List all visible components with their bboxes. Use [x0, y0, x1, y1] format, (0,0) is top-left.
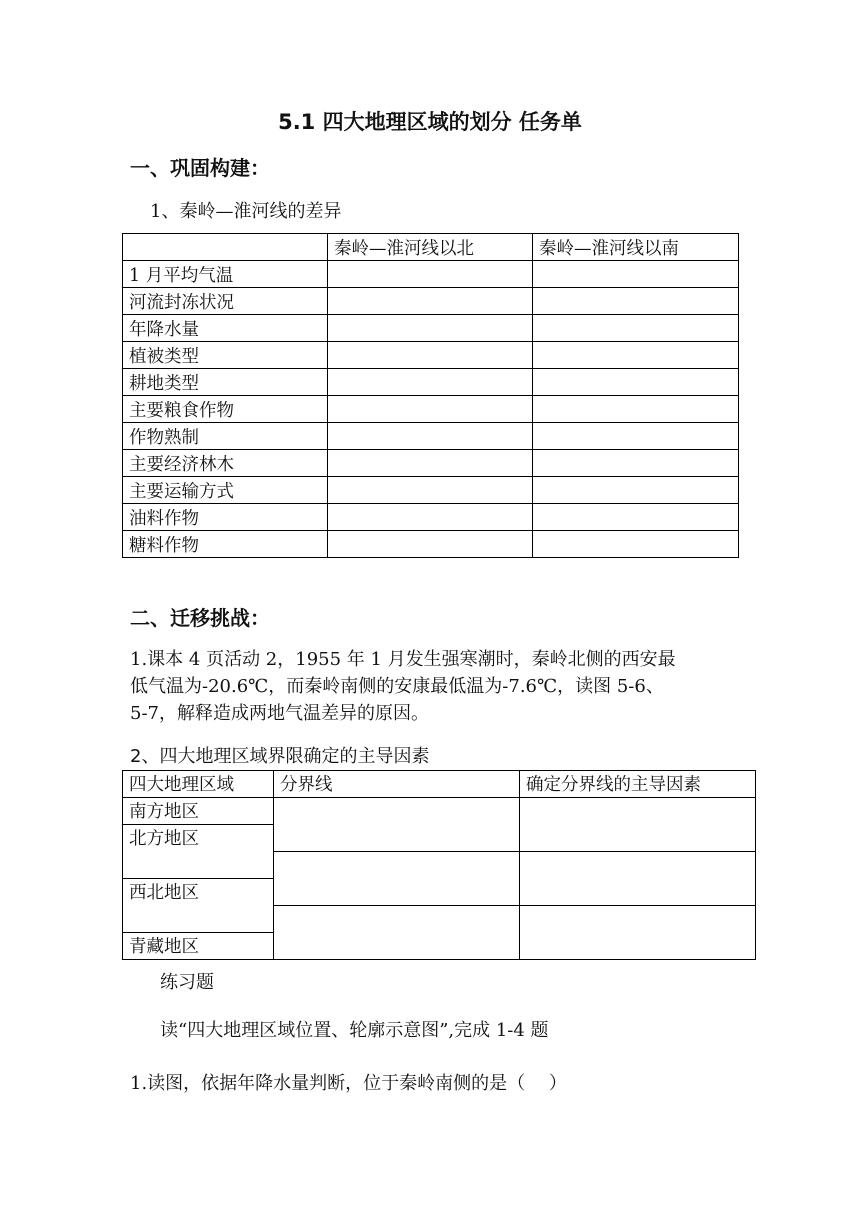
row-label: 年降水量 — [123, 315, 328, 342]
answer-cell[interactable] — [533, 369, 739, 396]
answer-cell[interactable] — [533, 423, 739, 450]
answer-cell[interactable] — [328, 504, 533, 531]
answer-cell[interactable] — [328, 450, 533, 477]
answer-cell[interactable] — [533, 342, 739, 369]
answer-cell[interactable] — [328, 369, 533, 396]
table-header-row — [123, 234, 739, 261]
row-label: 主要运输方式 — [123, 477, 328, 504]
table-row — [123, 288, 739, 315]
answer-cell[interactable] — [274, 906, 520, 960]
table-header-cell: 秦岭—淮河线以南 — [533, 234, 739, 261]
answer-cell[interactable] — [328, 342, 533, 369]
answer-cell[interactable] — [533, 504, 739, 531]
question-line: 5-7，解释造成两地气温差异的原因。 — [130, 703, 429, 724]
north-south-comparison-table — [122, 233, 739, 558]
row-label: 1 月平均气温 — [123, 261, 328, 288]
row-label: 植被类型 — [123, 342, 328, 369]
exercises-intro: 读“四大地理区域位置、轮廓示意图”,完成 1-4 题 — [160, 1020, 549, 1041]
answer-cell[interactable] — [520, 906, 756, 960]
table-row — [123, 504, 739, 531]
section2-heading: 二、迁移挑战： — [130, 606, 270, 630]
table-row — [123, 531, 739, 558]
region-cell: 北方地区 — [123, 825, 274, 879]
answer-cell[interactable] — [520, 852, 756, 906]
section1-subheading: 1、秦岭—淮河线的差异 — [150, 201, 342, 222]
row-label: 油料作物 — [123, 504, 328, 531]
region-cell: 西北地区 — [123, 879, 274, 933]
exercises-label: 练习题 — [160, 972, 214, 993]
table-row — [123, 315, 739, 342]
answer-cell[interactable] — [533, 315, 739, 342]
answer-cell[interactable] — [328, 261, 533, 288]
answer-cell[interactable] — [328, 423, 533, 450]
answer-cell[interactable] — [533, 288, 739, 315]
table-row — [123, 798, 756, 825]
table-header-cell — [123, 234, 328, 261]
table-row — [123, 369, 739, 396]
region-cell: 青藏地区 — [123, 933, 274, 960]
row-label: 耕地类型 — [123, 369, 328, 396]
region-boundary-table — [122, 770, 756, 960]
row-label: 主要经济林木 — [123, 450, 328, 477]
section1-heading: 一、巩固构建： — [130, 156, 270, 180]
row-label: 主要粮食作物 — [123, 396, 328, 423]
answer-cell[interactable] — [533, 396, 739, 423]
answer-cell[interactable] — [533, 261, 739, 288]
answer-cell[interactable] — [274, 798, 520, 852]
answer-cell[interactable] — [328, 396, 533, 423]
table-row — [123, 342, 739, 369]
answer-cell[interactable] — [533, 531, 739, 558]
table-header-cell: 秦岭—淮河线以北 — [328, 234, 533, 261]
answer-cell[interactable] — [328, 288, 533, 315]
table-row — [123, 423, 739, 450]
row-label: 作物熟制 — [123, 423, 328, 450]
table-header-row — [123, 771, 756, 798]
exercise-question: 1.读图，依据年降水量判断，位于秦岭南侧的是（ ） — [130, 1073, 567, 1094]
answer-cell[interactable] — [274, 852, 520, 906]
answer-cell[interactable] — [328, 477, 533, 504]
table-row — [123, 450, 739, 477]
answer-cell[interactable] — [533, 450, 739, 477]
row-label: 糖料作物 — [123, 531, 328, 558]
answer-cell[interactable] — [520, 798, 756, 852]
table-header-cell: 四大地理区域 — [123, 771, 274, 798]
answer-cell[interactable] — [328, 531, 533, 558]
table-header-cell: 确定分界线的主导因素 — [520, 771, 756, 798]
region-cell: 南方地区 — [123, 798, 274, 825]
table-row — [123, 396, 739, 423]
table-row — [123, 261, 739, 288]
table-header-cell: 分界线 — [274, 771, 520, 798]
page-title: 5.1 四大地理区域的划分 任务单 — [278, 110, 582, 134]
question-line: 1.课本 4 页活动 2，1955 年 1 月发生强寒潮时，秦岭北侧的西安最 — [130, 649, 676, 670]
row-label: 河流封冻状况 — [123, 288, 328, 315]
answer-cell[interactable] — [533, 477, 739, 504]
table-row — [123, 477, 739, 504]
question-line: 低气温为-20.6℃，而秦岭南侧的安康最低温为-7.6℃，读图 5-6、 — [130, 676, 664, 697]
answer-cell[interactable] — [328, 315, 533, 342]
section2-subheading: 2、四大地理区域界限确定的主导因素 — [130, 746, 430, 767]
